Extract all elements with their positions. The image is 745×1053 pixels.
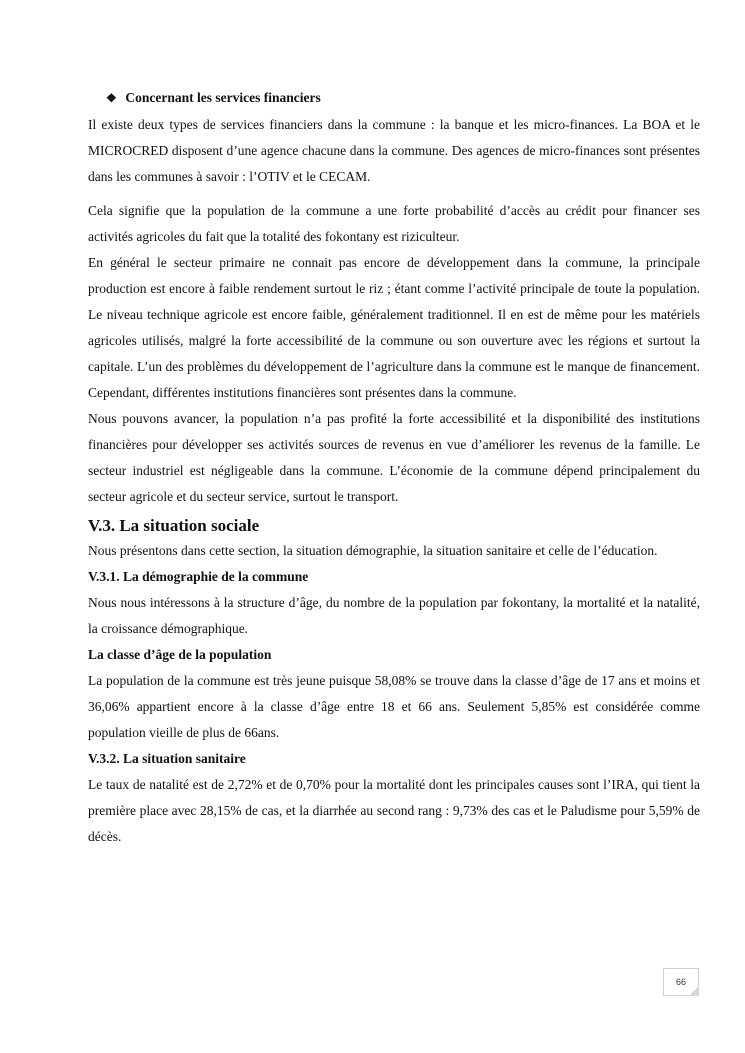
paragraph-health: Le taux de natalité est de 2,72% et de 0,70% pour la mortalité dont les principales causes sont l’IRA, qui tient la première place avec 28,15% de cas, et la diarrhée au second rang : 9,73% des cas et le Paludisme pour 5,59% de décès. — [88, 777, 700, 844]
paragraph-age-class: La population de la commune est très jeune puisque 58,08% se trouve dans la classe d’âge de 17 ans et moins et 36,06% appartient encore à la classe d’âge entre 18 et 66 ans. Seulement 5,85% est considérée comme population vieille de plus de 66ans. — [88, 673, 700, 740]
bullet-heading — [106, 88, 700, 108]
paragraph-credit-access: Cela signifie que la population de la commune a une forte probabilité d’accès au crédit pour financer ses activités agricoles du fait que la totalité des fokontany est riziculteur. — [88, 203, 700, 244]
page-content — [88, 88, 700, 850]
subsection-health-title: V.3.2. La situation sanitaire — [88, 751, 246, 766]
subsection-demography-title: V.3.1. La démographie de la commune — [88, 569, 309, 584]
diamond-bullet-icon: ❖ — [106, 91, 117, 105]
paragraph-demography-intro: Nous nous intéressons à la structure d’âge, du nombre de la population par fokontany, la mortalité et la natalité, la croissance démographique. — [88, 595, 700, 636]
page-number-box — [663, 968, 699, 996]
age-class-heading: La classe d’âge de la population — [88, 647, 272, 662]
paragraph-conclusion: Nous pouvons avancer, la population n’a pas profité la forte accessibilité et la disponibilité des institutions financières pour développer ses activités sources de revenus en vue d’améliorer les revenus de la famille. Le secteur industriel est négligeable dans la commune. L’économie de la commune dépend principalement du secteur agricole et du secteur service, surtout le transport. — [88, 411, 700, 504]
spacer — [88, 190, 700, 198]
page-curl-icon — [689, 986, 699, 996]
page-number: 66 — [675, 977, 686, 987]
paragraph-financial-services: Il existe deux types de services financiers dans la commune : la banque et les micro-finances. La BOA et le MICROCRED disposent d’une agence chacune dans la commune. Des agences de micro-finances sont présentes dans les communes à savoir : l’OTIV et le CECAM. — [88, 117, 700, 184]
bullet-heading-text: Concernant les services financiers — [125, 90, 321, 105]
section-title: V.3. La situation sociale — [88, 516, 260, 535]
paragraph-primary-sector: En général le secteur primaire ne connait pas encore de développement dans la commune, la principale production est encore à faible rendement surtout le riz ; étant comme l’activité principale de toute la population. Le niveau technique agricole est encore faible, généralement traditionnel. Il en est de même pour les matériels agricoles utilisés, malgré la forte accessibilité de la commune ou son ouverture avec les régions et surtout la capitale. L’un des problèmes du développement de l’agriculture dans la commune est le manque de financement. Cependant, différentes institutions financières sont présentes dans la commune. — [88, 255, 700, 400]
paragraph-section-intro: Nous présentons dans cette section, la situation démographie, la situation sanitaire et celle de l’éducation. — [88, 543, 658, 558]
